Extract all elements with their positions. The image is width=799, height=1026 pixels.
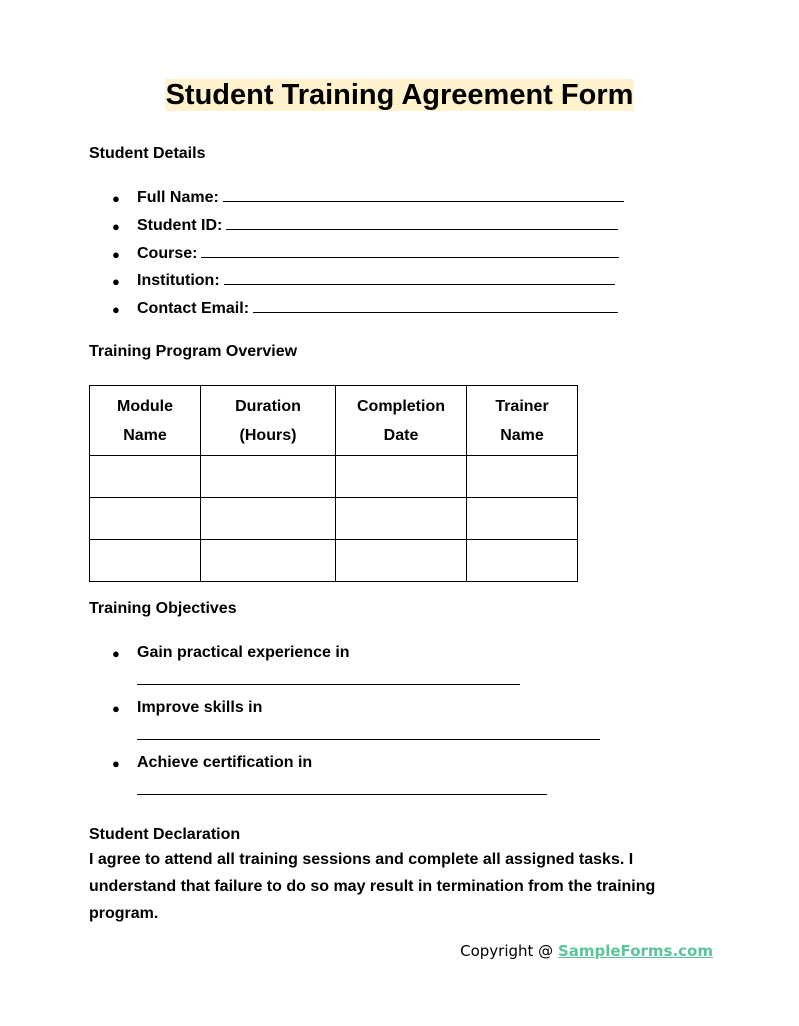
col-text: (Hours) (239, 426, 297, 444)
field-label: Course: (137, 244, 198, 262)
table-cell[interactable] (336, 498, 467, 540)
objective-blank[interactable] (137, 664, 520, 685)
field-full-name (89, 187, 624, 215)
table-cell[interactable] (201, 498, 336, 540)
title-wrap (0, 78, 799, 112)
objective-blank[interactable] (137, 719, 600, 740)
student-details-list (89, 187, 624, 326)
field-contact-email (89, 298, 624, 326)
sampleforms-link[interactable]: SampleForms.com (557, 942, 713, 960)
table-cell[interactable] (467, 498, 578, 540)
table-cell[interactable] (201, 456, 336, 498)
objective-text: Improve skills in (137, 699, 263, 716)
table-cell[interactable] (90, 456, 201, 498)
col-text: Duration (235, 397, 301, 415)
field-student-id (89, 215, 624, 243)
table-cell[interactable] (90, 498, 201, 540)
copyright-footer (460, 942, 713, 960)
table-cell[interactable] (336, 456, 467, 498)
col-module-name (90, 386, 201, 456)
objective-item (89, 642, 600, 697)
objective-text: Gain practical experience in (137, 644, 350, 661)
table-row (90, 498, 578, 540)
field-label: Contact Email: (137, 300, 250, 318)
table-cell[interactable] (467, 456, 578, 498)
objectives-list (89, 642, 600, 807)
objective-blank[interactable] (137, 774, 547, 795)
col-text: Name (123, 426, 167, 444)
col-text: Trainer (495, 397, 549, 415)
field-institution (89, 270, 624, 298)
contact-email-blank[interactable] (253, 298, 618, 313)
col-text: Name (500, 426, 544, 444)
objective-item (89, 697, 600, 752)
field-course (89, 243, 624, 271)
table-cell[interactable] (467, 540, 578, 582)
table-cell[interactable] (336, 540, 467, 582)
table-cell[interactable] (90, 540, 201, 582)
student-details-heading: Student Details (89, 145, 206, 162)
objectives-heading: Training Objectives (89, 600, 237, 617)
page-title: Student Training Agreement Form (165, 79, 634, 111)
objective-item (89, 752, 600, 807)
full-name-blank[interactable] (223, 187, 624, 202)
col-text: Date (383, 426, 419, 444)
program-heading: Training Program Overview (89, 343, 298, 360)
table-header-row (90, 386, 578, 456)
institution-blank[interactable] (224, 270, 615, 285)
table-row (90, 540, 578, 582)
field-label: Student ID: (137, 216, 223, 234)
table-cell[interactable] (201, 540, 336, 582)
student-id-blank[interactable] (226, 215, 618, 230)
copyright-prefix: Copyright @ (460, 942, 558, 960)
col-text: Module (117, 397, 173, 415)
declaration-heading: Student Declaration (89, 826, 241, 843)
course-blank[interactable] (201, 243, 619, 258)
program-table (89, 385, 578, 582)
table-row (90, 456, 578, 498)
col-text: Completion (357, 397, 445, 415)
col-trainer-name (467, 386, 578, 456)
field-label: Full Name: (137, 189, 219, 206)
field-label: Institution: (137, 272, 220, 290)
objective-text: Achieve certification in (137, 754, 313, 771)
col-duration (201, 386, 336, 456)
col-completion-date (336, 386, 467, 456)
declaration-text: I agree to attend all training sessions and complete all assigned tasks. I understand that failure to do so may result in termination from the training program. (89, 851, 656, 922)
